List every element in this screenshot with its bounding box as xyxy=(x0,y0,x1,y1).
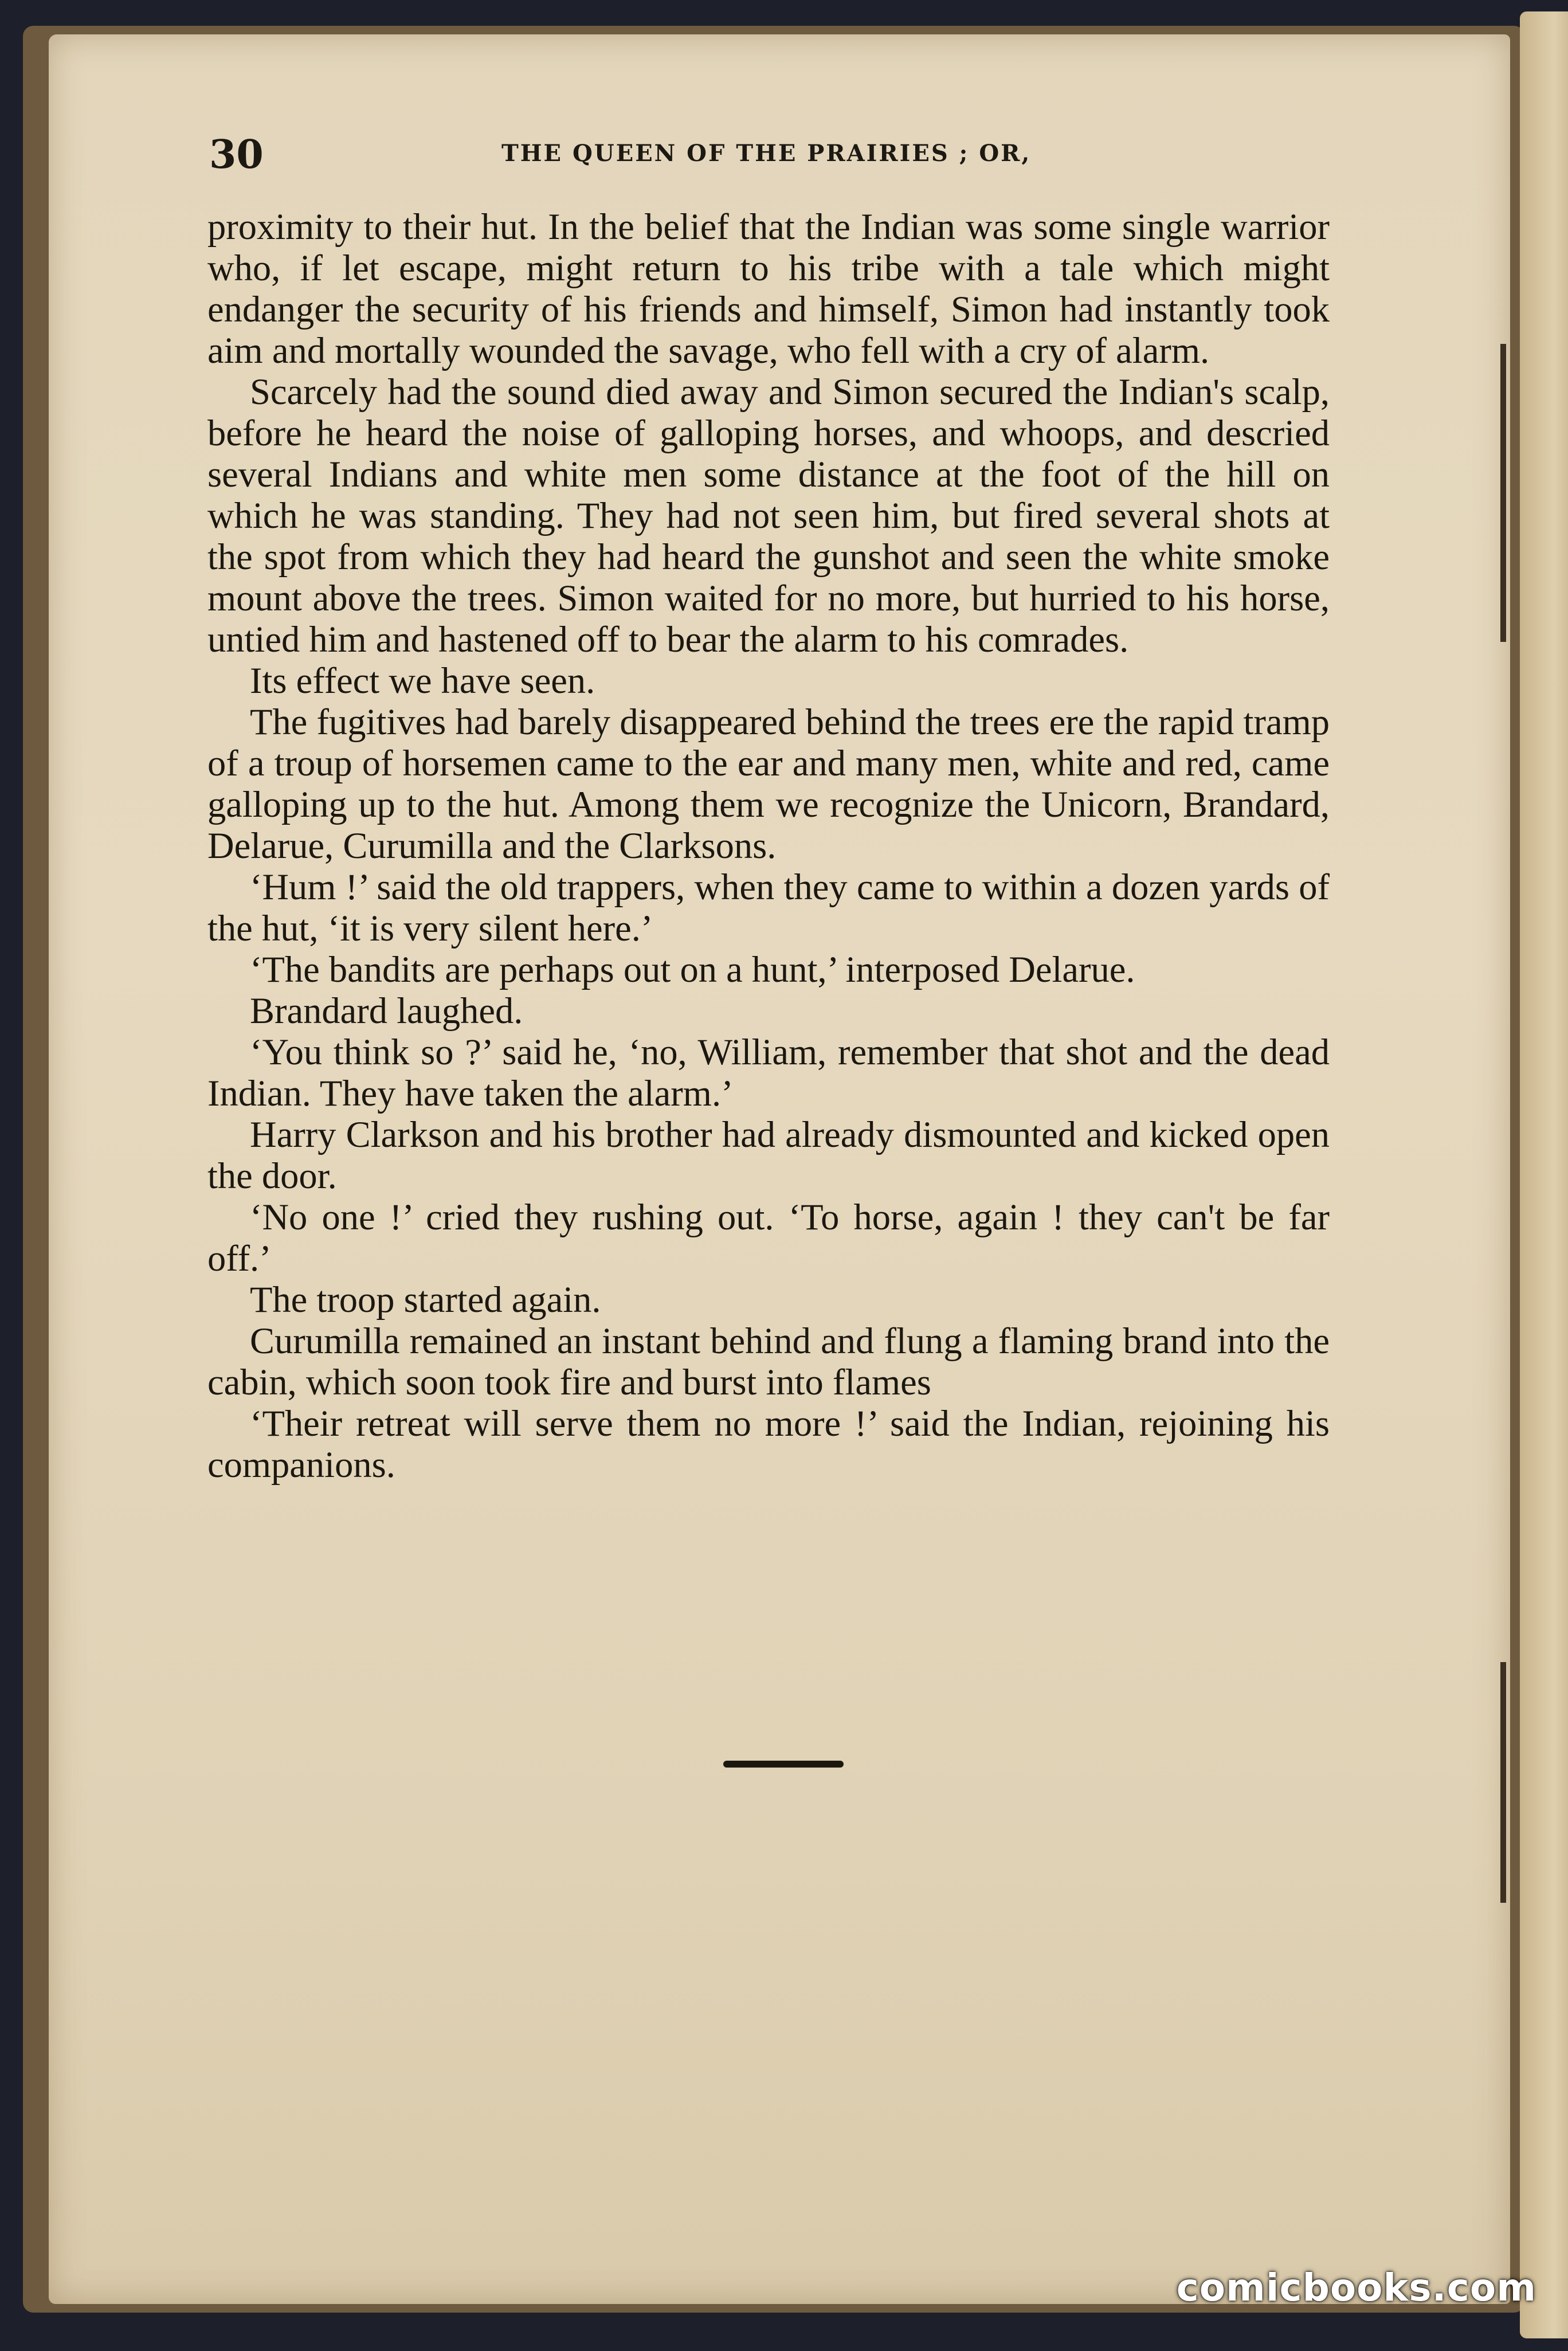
paragraph: ‘The bandits are perhaps out on a hunt,’ interposed Delarue. xyxy=(250,949,1135,990)
paragraph: Harry Clarkson and his brother had already dismounted and kicked open the door. xyxy=(207,1114,1330,1196)
section-divider xyxy=(723,1761,844,1768)
paragraph: ‘Hum !’ said the old trappers, when they came to within a dozen yards of the hut, ‘it is very silent here.’ xyxy=(207,867,1330,949)
paragraph: Curumilla remained an instant behind and flung a flaming brand into the cabin, which soon took fire and burst into flames xyxy=(207,1321,1330,1402)
paragraph: Its effect we have seen. xyxy=(250,660,595,701)
paragraph: ‘You think so ?’ said he, ‘no, William, remember that shot and the dead Indian. They have taken the alarm.’ xyxy=(207,1032,1330,1114)
paragraph: ‘No one !’ cried they rushing out. ‘To horse, again ! they can't be far off.’ xyxy=(207,1197,1330,1279)
paragraph: The troop started again. xyxy=(250,1279,601,1320)
paragraph: proximity to their hut. In the belief that the Indian was some single warrior who, if let escape, might return to his tribe with a tale which might endanger the security of his friends and himself, Simon had instantly took aim and mortally wounded the savage, who fell with a cry of alarm. xyxy=(207,206,1330,371)
page-number: 30 xyxy=(209,132,264,178)
paragraph: Brandard laughed. xyxy=(250,990,523,1031)
paragraph: ‘Their retreat will serve them no more !’ said the Indian, rejoining his companions. xyxy=(207,1403,1330,1485)
page-edge-mark xyxy=(1500,1662,1506,1903)
paragraph: The fugitives had barely disappeared behind the trees ere the rapid tramp of a troup of horsemen came to the ear and many men, white and red, came galloping up to the hut. Among them we recognize the Unicorn, Brandard, Delarue, Curumilla and the Clarksons. xyxy=(207,702,1330,866)
watermark: comicbooks.com xyxy=(1176,2266,1536,2310)
page-header xyxy=(209,132,1327,178)
page-edge-mark xyxy=(1500,344,1506,642)
body-text xyxy=(207,206,1330,1486)
adjacent-page-edge xyxy=(1520,11,1568,2338)
paragraph: Scarcely had the sound died away and Simon secured the Indian's scalp, before he heard the noise of galloping horses, and whoops, and descried several Indians and white men some distance at the foot of the hill on which he was standing. They had not seen him, but fired several shots at the spot from which they had heard the gunshot and seen the white smoke mount above the trees. Simon waited for no more, but hurried to his horse, untied him and hastened off to bear the alarm to his comrades. xyxy=(207,371,1330,660)
running-head: THE QUEEN OF THE PRAIRIES ; OR, xyxy=(501,140,1032,167)
